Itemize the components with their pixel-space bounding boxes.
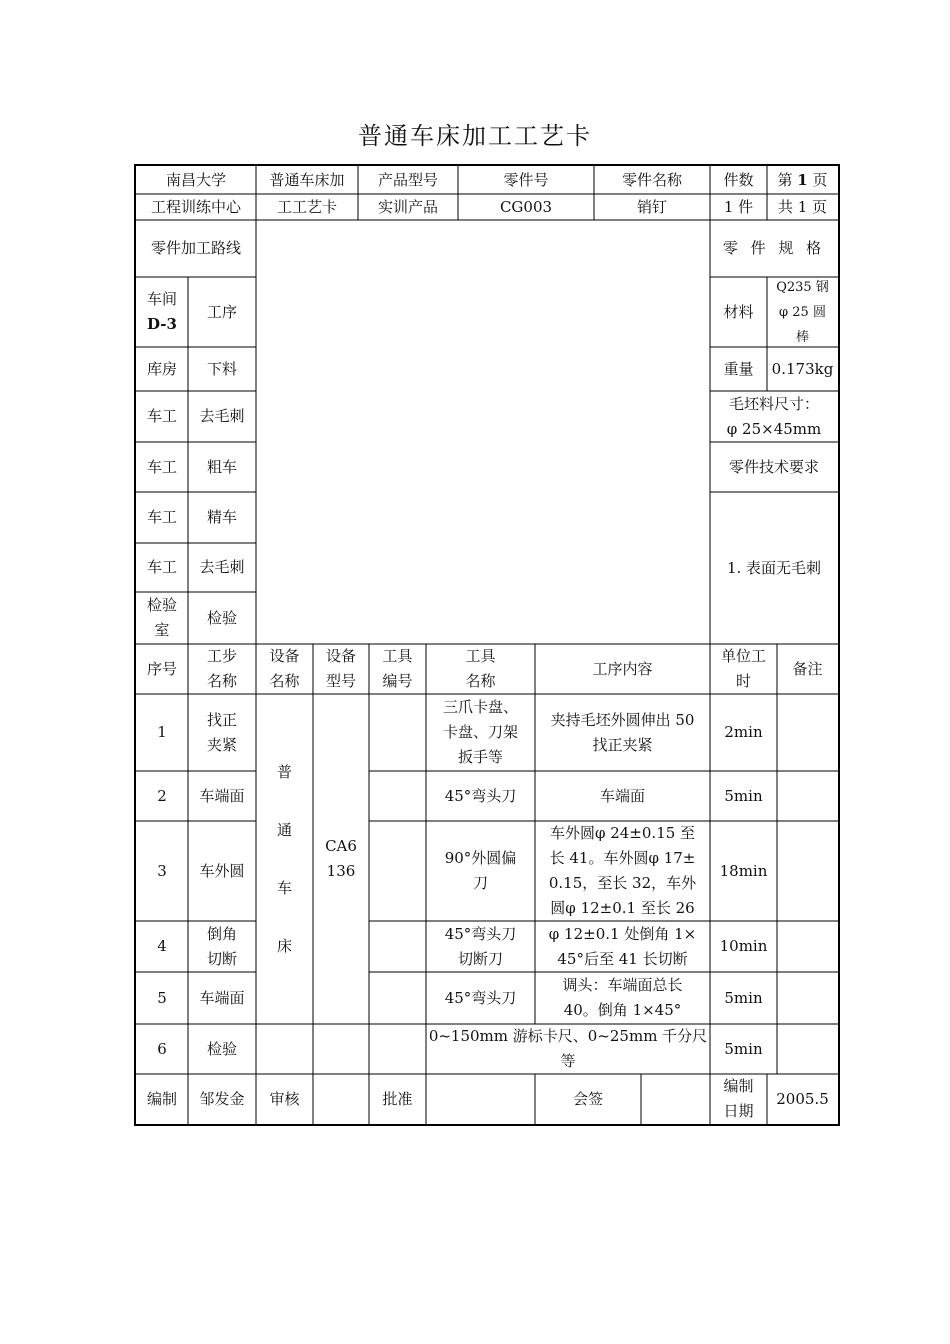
compile-value: 邹发金 (199, 1089, 245, 1108)
route-dept-line2: 室 (154, 621, 170, 639)
part-no-label: 零件号 (503, 170, 549, 189)
op-content: 车外圆φ 24±0.15 至 (549, 824, 696, 842)
op-time: 18min (719, 861, 768, 880)
workshop-label: 车间 (146, 290, 177, 308)
route-op: 检验 (206, 608, 237, 627)
route-dept: 车工 (146, 407, 177, 425)
col-content: 工序内容 (592, 659, 653, 678)
footer-lines (136, 166, 838, 1124)
op-seq: 3 (157, 861, 167, 880)
product-model-value: 实训产品 (377, 197, 438, 216)
route-dept: 库房 (146, 359, 177, 378)
qty-label: 件数 (723, 170, 754, 189)
workshop-value: D-3 (147, 315, 177, 333)
op-seq: 1 (157, 723, 167, 741)
col-step-name-2: 名称 (206, 672, 237, 690)
part-name-label: 零件名称 (621, 170, 682, 189)
tech-req-item: 1. 表面无毛刺 (726, 558, 822, 577)
part-name-value: 销钉 (636, 197, 667, 216)
route-op: 去毛刺 (199, 558, 245, 576)
compile-label: 编制 (146, 1089, 177, 1108)
equip-char: 普 (276, 763, 292, 781)
col-tool-name-1: 工具 (465, 647, 496, 665)
col-remark: 备注 (792, 659, 823, 678)
route-op: 精车 (206, 508, 237, 526)
op-name: 车端面 (199, 786, 245, 805)
route-label: 零件加工路线 (150, 239, 241, 257)
op-tool: 45°弯头刀 (444, 988, 517, 1007)
route-op: 粗车 (206, 457, 237, 476)
route-dept: 车工 (146, 508, 177, 526)
op-content: 40。倒角 1×45° (563, 1001, 682, 1019)
org-line1: 南昌大学 (165, 170, 226, 189)
op-tool: 45°弯头刀 (444, 924, 517, 943)
op-content: 圆φ 12±0.1 至长 26 (550, 899, 695, 917)
page-suffix: 页 (807, 170, 828, 189)
col-equip-model-1: 设备 (325, 647, 356, 665)
equip-char: 床 (276, 937, 292, 955)
date-label-2: 日期 (723, 1102, 754, 1120)
route-op: 去毛刺 (199, 407, 245, 425)
material-line3: 棒 (795, 329, 809, 345)
route-dept: 车工 (146, 457, 177, 476)
op-time: 2min (724, 723, 763, 741)
op-content: 长 41。车外圆φ 17± (549, 849, 696, 867)
org-line2: 工程训练中心 (150, 197, 241, 216)
op-content: 车端面 (599, 786, 645, 805)
equip-char: 车 (276, 879, 292, 897)
weight-label: 重量 (723, 359, 754, 378)
col-seq: 序号 (146, 659, 177, 678)
col-step-name-1: 工步 (206, 647, 237, 665)
review-label: 审核 (269, 1089, 300, 1108)
op-seq: 6 (157, 1039, 167, 1058)
op-tool: 45°弯头刀 (444, 786, 517, 805)
op-name-line1: 倒角 (206, 924, 237, 943)
op-content: 夹持毛坯外圆伸出 50 (550, 710, 695, 729)
op-seq: 2 (157, 786, 167, 805)
op-seq: 5 (157, 988, 167, 1007)
page-num: 1 (797, 170, 808, 189)
op-name-line2: 夹紧 (206, 735, 237, 754)
doc-line1: 普通车床加 (269, 170, 345, 189)
col-equip-name-1: 设备 (269, 647, 300, 665)
op-content: 0.15，至长 32，车外 (548, 874, 697, 892)
page-prefix: 第 (777, 170, 798, 189)
op-time: 5min (724, 988, 763, 1007)
op-name: 检验 (206, 1039, 237, 1058)
doc-line2: 工工艺卡 (276, 197, 337, 216)
col-tool-no-1: 工具 (382, 647, 413, 665)
part-no-value: CG003 (499, 197, 553, 216)
op-name: 车端面 (199, 988, 245, 1007)
op-time: 10min (719, 937, 768, 955)
material-label: 材料 (723, 302, 754, 321)
route-dept-line1: 检验 (146, 596, 177, 614)
op-tool: 90°外圆偏 (444, 849, 517, 867)
op-time: 5min (724, 786, 763, 805)
approve-label: 批准 (382, 1089, 413, 1108)
op-content: 45°后至 41 长切断 (557, 949, 688, 968)
op-time: 5min (724, 1039, 763, 1058)
process-label: 工序 (206, 302, 237, 321)
op-content: φ 12±0.1 处倒角 1× (548, 924, 697, 943)
col-unit-time-1: 单位工 (720, 647, 766, 665)
col-tool-name-2: 名称 (465, 672, 496, 690)
op-tool: 三爪卡盘、 (442, 698, 518, 716)
date-value: 2005.5 (776, 1089, 829, 1108)
route-op: 下料 (206, 359, 237, 378)
op-tool: 切断刀 (457, 949, 503, 968)
col-equip-model-2: 型号 (325, 672, 356, 690)
col-equip-name-2: 名称 (269, 672, 300, 690)
op-content: 找正夹紧 (592, 735, 653, 754)
tech-req-label: 零件技术要求 (728, 457, 819, 476)
op-tool: 扳手等 (457, 748, 503, 766)
material-line2: φ 25 圆 (779, 304, 826, 320)
equip-model-line2: 136 (326, 862, 356, 880)
col-tool-no-2: 编号 (382, 672, 413, 690)
total-pages: 共 1 页 (777, 197, 828, 216)
equip-model-line1: CA6 (325, 837, 357, 855)
route-dept: 车工 (146, 558, 177, 576)
op-name-line1: 找正 (206, 710, 237, 729)
op-name: 车外圆 (199, 861, 245, 880)
op-name-line2: 切断 (206, 949, 237, 968)
countersign-label: 会签 (572, 1089, 603, 1108)
material-line1: Q235 钢 (776, 279, 829, 295)
weight-value: 0.173kg (771, 359, 834, 378)
op-tool: 等 (560, 1052, 576, 1070)
equip-char: 通 (276, 821, 292, 839)
blank-size-value: φ 25×45mm (726, 419, 822, 438)
op-tool: 0~150mm 游标卡尺、0~25mm 千分尺 (428, 1027, 708, 1045)
spec-title: 零 件 规 格 (722, 239, 826, 257)
qty-value: 1 件 (723, 197, 754, 216)
op-tool: 卡盘、刀架 (442, 723, 518, 741)
op-tool: 刀 (472, 874, 488, 892)
blank-size-label: 毛坯料尺寸： (728, 394, 819, 413)
date-label-1: 编制 (723, 1077, 754, 1095)
op-content: 调头：车端面总长 (562, 976, 683, 994)
page-title: 普通车床加工工艺卡 (358, 122, 592, 150)
col-unit-time-2: 时 (735, 672, 751, 690)
product-model-label: 产品型号 (377, 170, 438, 189)
op-seq: 4 (157, 937, 167, 955)
